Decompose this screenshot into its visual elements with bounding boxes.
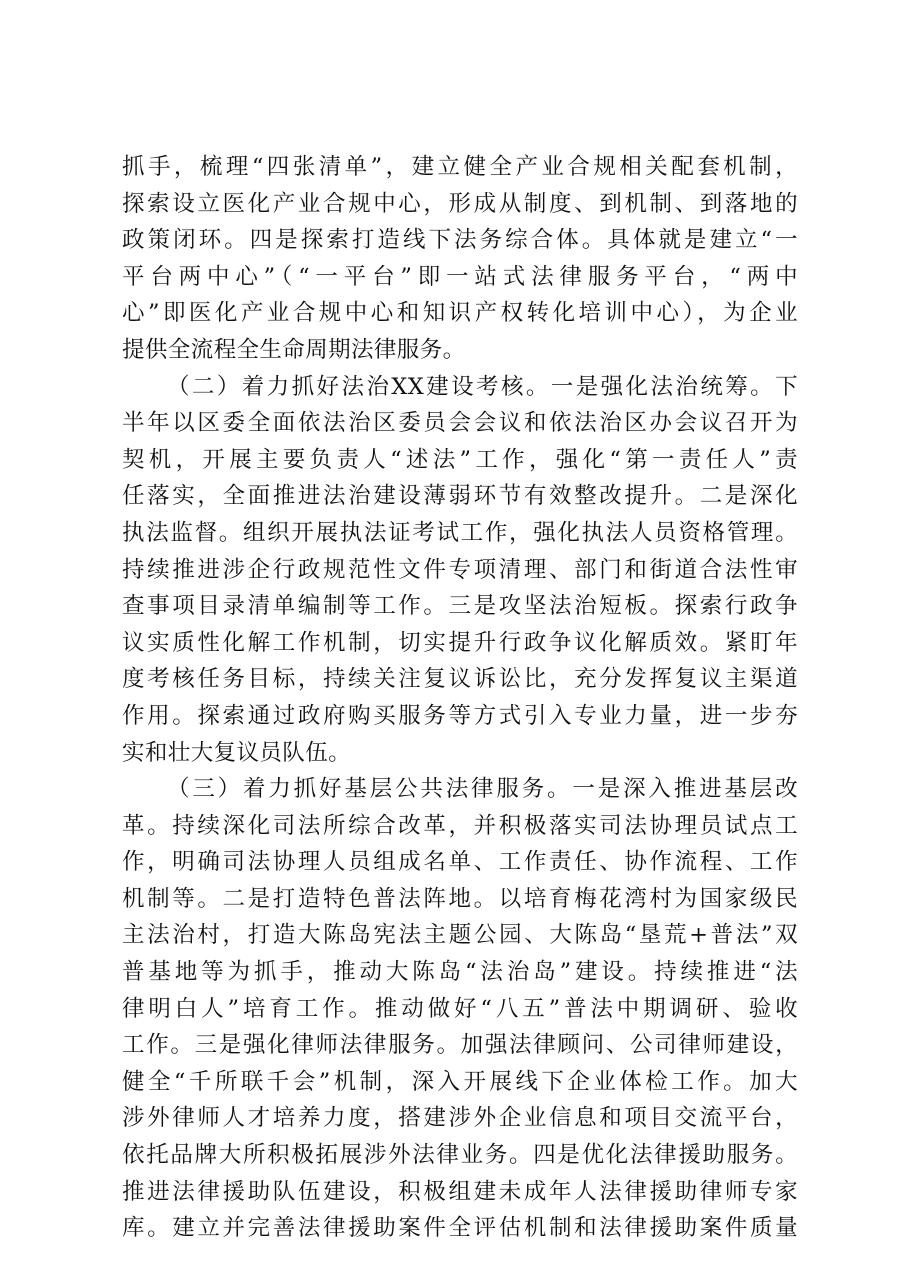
text-line: 平台两中心”（“一平台”即一站式法律服务平台，“两中 (122, 263, 798, 290)
text-line: （二）着力抓好法治XX建设考核。一是强化法治统筹。下 (167, 373, 798, 400)
text-line: 律明白人”培育工作。推动做好“八五”普法中期调研、验收 (122, 995, 798, 1022)
text-line: 推进法律援助队伍建设，积极组建未成年人法律援助律师专家 (122, 1178, 798, 1205)
text-line: 查事项目录清单编制等工作。三是攻坚法治短板。探索行政争 (122, 593, 798, 620)
text-line: 议实质性化解工作机制，切实提升行政争议化解质效。紧盯年 (122, 629, 798, 656)
text-line: 涉外律师人才培养力度，搭建涉外企业信息和项目交流平台， (122, 1105, 798, 1132)
text-line: 革。持续深化司法所综合改革，并积极落实司法协理员试点工 (122, 812, 798, 839)
text-line: 工作。三是强化律师法律服务。加强法律顾问、公司律师建设， (122, 1032, 798, 1059)
text-line: 半年以区委全面依法治区委员会会议和依法治区办会议召开为 (122, 410, 798, 437)
text-line: 政策闭环。四是探索打造线下法务综合体。具体就是建立“一 (122, 227, 798, 254)
text-line: 健全“千所联千会”机制，深入开展线下企业体检工作。加大 (122, 1068, 798, 1095)
text-line: 任落实，全面推进法治建设薄弱环节有效整改提升。二是深化 (122, 483, 798, 510)
text-line: 机制等。二是打造特色普法阵地。以培育梅花湾村为国家级民 (122, 885, 798, 912)
text-line: 持续推进涉企行政规范性文件专项清理、部门和街道合法性审 (122, 556, 798, 583)
text-line: 执法监督。组织开展执法证考试工作，强化执法人员资格管理。 (122, 519, 798, 546)
document-body (122, 149, 798, 1247)
text-line: 库。建立并完善法律援助案件全评估机制和法律援助案件质量 (122, 1215, 798, 1242)
text-line: 心”即医化产业合规中心和知识产权转化培训中心），为企业 (122, 300, 798, 327)
text-line: 作用。探索通过政府购买服务等方式引入专业力量，进一步夯 (122, 702, 798, 729)
text-line: 探索设立医化产业合规中心，形成从制度、到机制、到落地的 (122, 190, 798, 217)
text-line: 提供全流程全生命周期法律服务。 (122, 336, 466, 363)
text-line: 契机，开展主要负责人“述法”工作，强化“第一责任人”责 (122, 446, 798, 473)
text-line: （三）着力抓好基层公共法律服务。一是深入推进基层改 (167, 776, 798, 803)
text-line: 依托品牌大所积极拓展涉外法律业务。四是优化法律援助服务。 (122, 1142, 798, 1169)
text-line: 度考核任务目标，持续关注复议诉讼比，充分发挥复议主渠道 (122, 666, 798, 693)
text-line: 实和壮大复议员队伍。 (122, 739, 352, 766)
text-line: 普基地等为抓手，推动大陈岛“法治岛”建设。持续推进“法 (122, 959, 798, 986)
text-line: 作，明确司法协理人员组成名单、工作责任、协作流程、工作 (122, 849, 798, 876)
text-line: 主法治村，打造大陈岛宪法主题公园、大陈岛“垦荒+普法”双 (122, 922, 798, 949)
text-line: 抓手，梳理“四张清单”，建立健全产业合规相关配套机制， (122, 154, 798, 180)
